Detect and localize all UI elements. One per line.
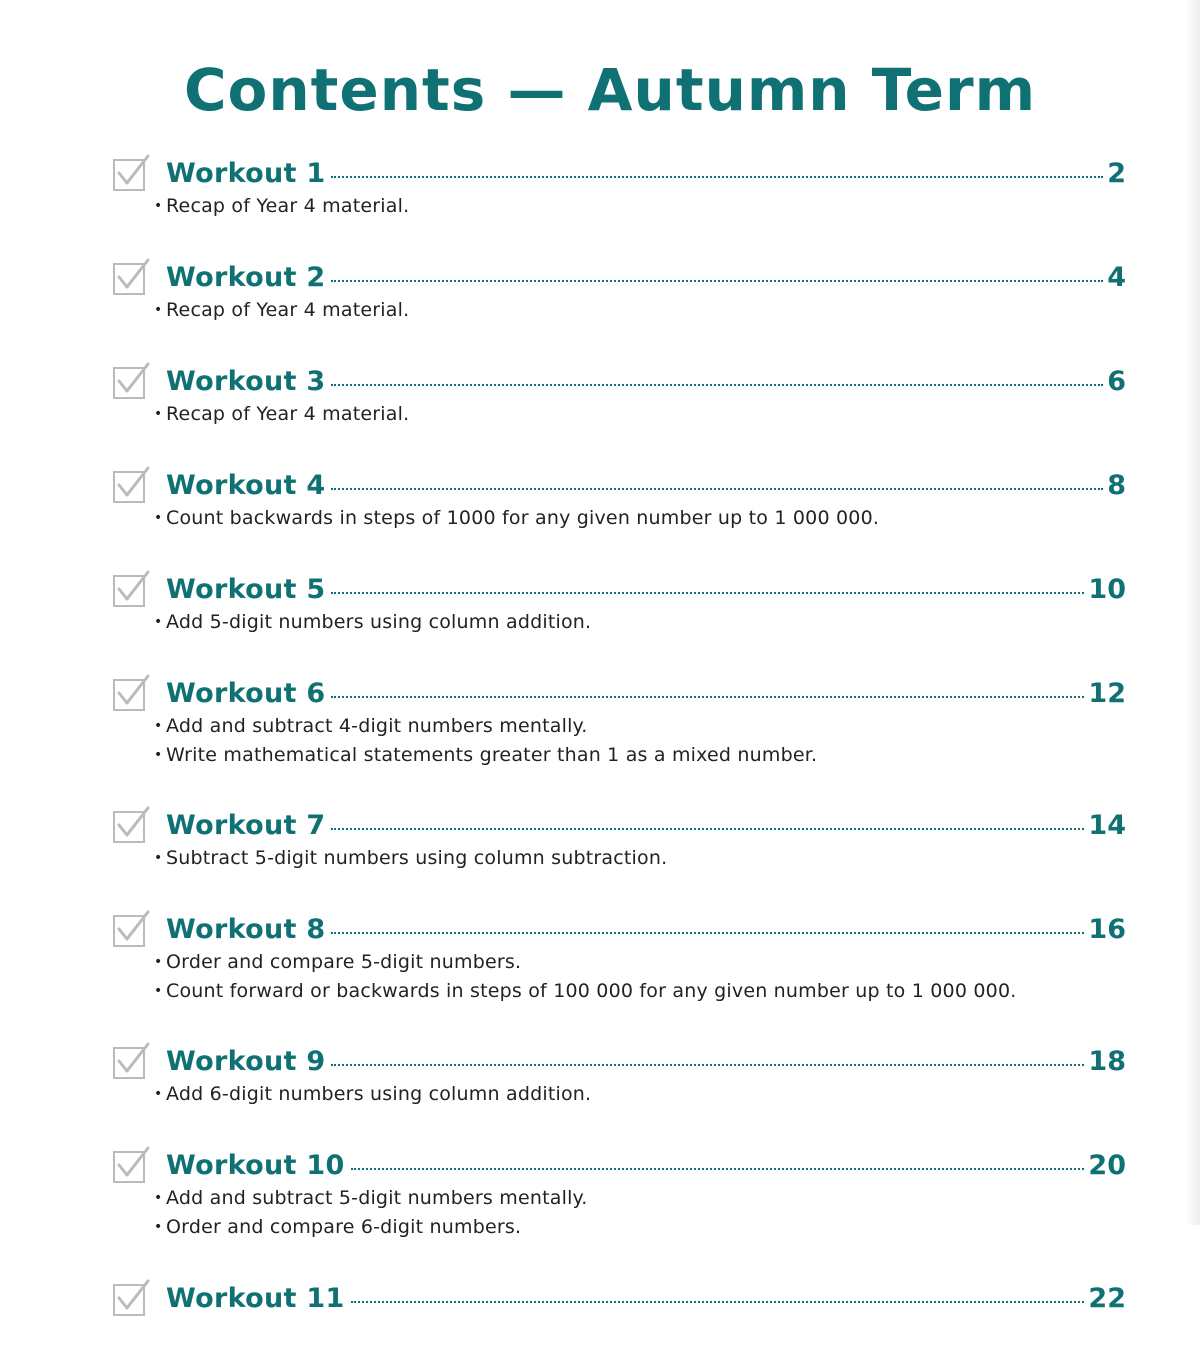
workout-title[interactable]: Workout 10 [166,1150,345,1181]
objectives-list [154,608,1126,637]
contents-entry-heading[interactable] [166,256,1126,300]
checkbox-tick-icon[interactable] [112,910,150,948]
contents-entry[interactable] [110,464,1126,533]
page-number: 4 [1107,262,1126,293]
dot-leader [331,280,1103,282]
page-number: 10 [1088,574,1126,605]
objectives-list [154,400,1126,429]
page-number: 12 [1088,678,1126,709]
contents-entry-heading[interactable] [166,804,1126,848]
dot-leader [351,1301,1085,1303]
contents-entry-heading[interactable] [166,672,1126,716]
objective-item [154,1080,1126,1109]
dot-leader [331,488,1103,490]
workout-title[interactable]: Workout 8 [166,914,326,945]
contents-entry-heading[interactable] [166,360,1126,404]
page-edge-shadow [1186,0,1200,1225]
workout-title[interactable]: Workout 11 [166,1283,345,1314]
workout-title[interactable]: Workout 3 [166,366,326,397]
workout-title[interactable]: Workout 7 [166,810,326,841]
objective-item [154,977,1126,1006]
dot-leader [331,696,1084,698]
objective-text: Count backwards in steps of 1000 for any given number up to 1 000 000. [166,507,880,529]
dot-leader [331,592,1084,594]
objective-item [154,741,1126,770]
workout-title[interactable]: Workout 9 [166,1046,326,1077]
objective-text: Order and compare 6-digit numbers. [166,1216,522,1238]
dot-leader [331,1064,1084,1066]
objective-item [154,844,1126,873]
objectives-list [154,844,1126,873]
objectives-list [154,712,1126,770]
objective-item [154,296,1126,325]
dot-leader [351,1168,1085,1170]
checkbox-tick-icon[interactable] [112,1146,150,1184]
contents-entry[interactable] [110,360,1126,429]
objective-text: Add and subtract 5-digit numbers mentally. [166,1187,588,1209]
page-number: 22 [1088,1283,1126,1314]
objective-item [154,948,1126,977]
contents-entry-heading[interactable] [166,152,1126,196]
objective-text: Recap of Year 4 material. [166,299,410,321]
contents-entry-heading[interactable] [166,1277,1126,1321]
page-number: 14 [1088,810,1126,841]
contents-entry[interactable] [110,1277,1126,1321]
objective-item [154,504,1126,533]
objective-item [154,192,1126,221]
objective-text: Add 5-digit numbers using column addition. [166,611,592,633]
contents-entry[interactable] [110,256,1126,325]
objectives-list [154,1080,1126,1109]
contents-entry-heading[interactable] [166,1144,1126,1188]
dot-leader [331,828,1084,830]
page-number: 6 [1107,366,1126,397]
workout-title[interactable]: Workout 1 [166,158,326,189]
contents-entry[interactable] [110,568,1126,637]
workout-title[interactable]: Workout 6 [166,678,326,709]
objectives-list [154,948,1126,1006]
objectives-list [154,296,1126,325]
dot-leader [331,932,1084,934]
page-number: 18 [1088,1046,1126,1077]
objectives-list [154,504,1126,533]
contents-entry[interactable] [110,1144,1126,1242]
objective-text: Subtract 5-digit numbers using column subtraction. [166,847,668,869]
page-number: 16 [1088,914,1126,945]
objective-text: Add and subtract 4-digit numbers mentally. [166,715,588,737]
contents-entry[interactable] [110,152,1126,221]
page-title: Contents — Autumn Term [183,56,1037,124]
workout-title[interactable]: Workout 5 [166,574,326,605]
objective-text: Recap of Year 4 material. [166,195,410,217]
checkbox-tick-icon[interactable] [112,570,150,608]
checkbox-tick-icon[interactable] [112,674,150,712]
objective-item [154,400,1126,429]
objective-item [154,712,1126,741]
dot-leader [331,384,1103,386]
page-number: 8 [1107,470,1126,501]
objective-text: Add 6-digit numbers using column addition. [166,1083,592,1105]
page-number: 2 [1107,158,1126,189]
workout-title[interactable]: Workout 4 [166,470,326,501]
contents-entry-heading[interactable] [166,1040,1126,1084]
checkbox-tick-icon[interactable] [112,806,150,844]
page-number: 20 [1088,1150,1126,1181]
contents-entry-heading[interactable] [166,464,1126,508]
checkbox-tick-icon[interactable] [112,362,150,400]
contents-entry-heading[interactable] [166,908,1126,952]
objective-item [154,1184,1126,1213]
objective-text: Recap of Year 4 material. [166,403,410,425]
contents-entry[interactable] [110,804,1126,873]
checkbox-tick-icon[interactable] [112,1279,150,1317]
checkbox-tick-icon[interactable] [112,258,150,296]
objective-text: Count forward or backwards in steps of 100 000 for any given number up to 1 000 000. [166,980,1017,1002]
contents-entry[interactable] [110,908,1126,1006]
checkbox-tick-icon[interactable] [112,154,150,192]
contents-entry[interactable] [110,672,1126,770]
objective-text: Write mathematical statements greater than 1 as a mixed number. [166,744,818,766]
objectives-list [154,192,1126,221]
objective-text: Order and compare 5-digit numbers. [166,951,522,973]
contents-list [110,152,1126,1356]
checkbox-tick-icon[interactable] [112,1042,150,1080]
contents-entry[interactable] [110,1040,1126,1109]
dot-leader [331,176,1103,178]
checkbox-tick-icon[interactable] [112,466,150,504]
objectives-list [154,1184,1126,1242]
contents-entry-heading[interactable] [166,568,1126,612]
objective-item [154,608,1126,637]
workout-title[interactable]: Workout 2 [166,262,326,293]
objective-item [154,1213,1126,1242]
